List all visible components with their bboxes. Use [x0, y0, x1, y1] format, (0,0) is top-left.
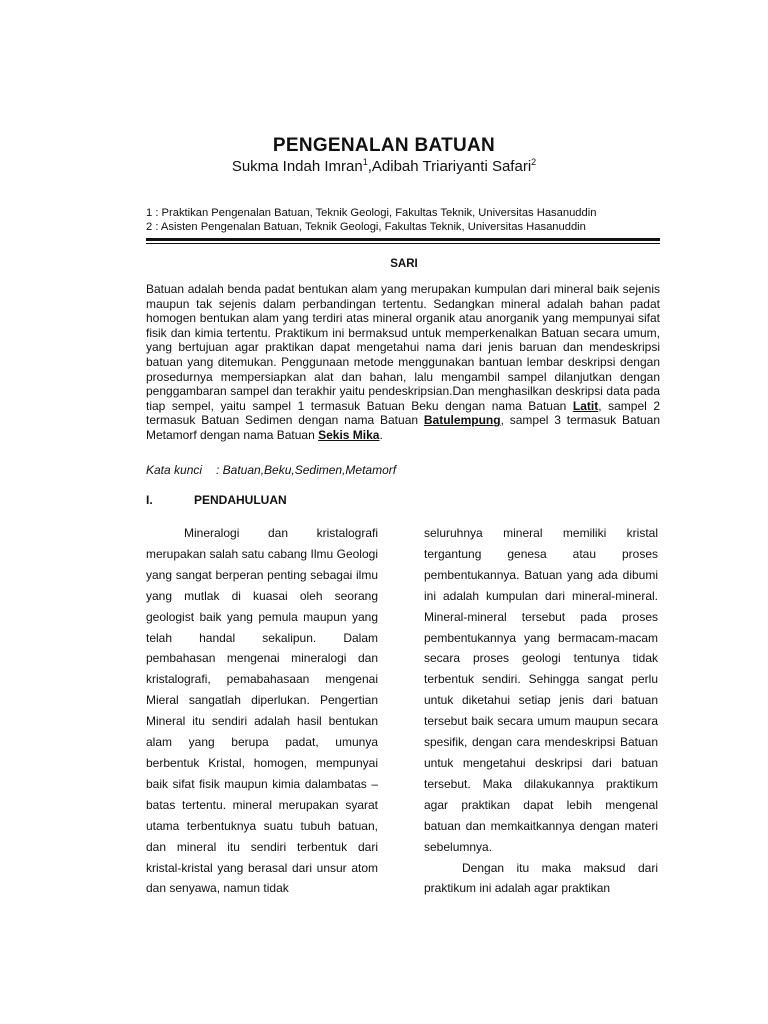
- rock-name-3: Sekis Mika: [318, 427, 380, 442]
- abstract-text: [146, 282, 660, 443]
- body-paragraph: seluruhnya mineral memiliki kristal tergantung genesa atau proses pembentukannya. Batuan yang ada dibumi ini adalah kumpulan dari mineral-mineral. Mineral-mineral tersebut pada proses pembentukannya yang bermacam-macam secara proses geologi tentunya tidak terbentuk sendiri. Sehingga sangat perlu untuk diketahui setiap jenis dari batuan tersebut baik secara umum maupun secara spesifik, dengan cara mendeskripsi Batuan untuk mengetahui deskripsi dari batuan tersebut. Maka dilakukannya praktikum agar praktikan dapat lebih mengenal batuan dan memkaitkannya dengan materi sebelumnya.: [424, 526, 658, 854]
- abstract-part-1: Batuan adalah benda padat bentukan alam yang merupakan kumpulan dari mineral baik sejenis maupun tak sejenis dalam perbandingan tertentu. Sedangkan mineral adalah bahan padat homogen bentukan alam yang terdiri atas mineral organik atau anorganik yang mempunyai sifat fisik dan kimia tertentu. Praktikum ini bermaksud untuk memperkenalkan Batuan secara umum, yang bertujuan agar praktikan dapat mengetahui nama dari jenis baruan dan mendeskripsi batuan yang ditemukan. Penggunaan metode menggunakan bantuan lembar deskripsi dengan prosedurnya mempersiapkan alat dan bahan, lalu mengambil sampel dilanjutkan dengan penggambaran sampel dan terakhir yaitu pendeskripsian.Dan menghasilkan deskripsi data pada tiap sempel, yaitu sampel 1 termasuk Batuan Beku dengan nama Batuan: [146, 282, 660, 413]
- keywords-label: Kata kunci: [146, 463, 203, 477]
- affiliation-1: 1 : Praktikan Pengenalan Batuan, Teknik Geologi, Fakultas Teknik, Universitas Hasanuddin: [146, 207, 597, 219]
- keywords-value: : Batuan,Beku,Sedimen,Metamorf: [216, 463, 397, 477]
- author-separator: ,: [367, 158, 372, 175]
- abstract-part-3: , sampel 3 termasuk Batuan Metamorf dengan nama Batuan: [146, 413, 660, 442]
- rock-name-2: Batulempung: [423, 413, 501, 428]
- author-1: Sukma Indah Imran: [231, 158, 363, 175]
- rock-name-1: Latit: [572, 398, 599, 413]
- affiliation-2: 2 : Asisten Pengenalan Batuan, Teknik Geologi, Fakultas Teknik, Universitas Hasanuddin: [146, 221, 586, 233]
- body-paragraph: Mineralogi dan kristalografi merupakan salah satu cabang Ilmu Geologi yang sangat berperan penting sebagai ilmu yang mutlak di kuasai oleh seorang geologist baik yang pemula maupun yang telah handal sekalipun. Dalam pembahasan mengenai mineralogi dan kristalografi, pemabahasaan mengenai Mieral sangatlah diperlukan. Pengertian Mineral itu sendiri adalah hasil bentukan alam yang berupa padat, umunya berbentuk Kristal, homogen, mempunyai baik sifat fisik maupun kimia dalambatas – batas tertentu. mineral merupakan syarat utama terbentuknya suatu tubuh batuan, dan mineral itu sendiri terbentuk dari kristal-kristal yang berasal dari unsur atom dan senyawa, namun tidak: [146, 526, 378, 896]
- section-title: PENDAHULUAN: [194, 493, 287, 507]
- keywords: [146, 463, 396, 477]
- header-divider-thick: [146, 238, 660, 241]
- paper-title: PENGENALAN BATUAN: [272, 135, 496, 156]
- author-list: [0, 157, 768, 175]
- header-divider-thin: [146, 243, 660, 244]
- author-1-affiliation-mark: 1: [362, 157, 368, 167]
- author-2: Adibah Triariyanti Safari: [371, 158, 532, 175]
- body-paragraph: Dengan itu maka maksud dari praktikum ini adalah agar praktikan: [424, 860, 658, 896]
- body-column-right: [424, 523, 658, 899]
- abstract-part-2: , sampel 2 termasuk Batuan Sedimen dengan nama Batuan: [146, 398, 660, 428]
- abstract-part-4: .: [379, 427, 383, 442]
- body-column-left: [146, 523, 378, 899]
- author-2-affiliation-mark: 2: [531, 157, 537, 167]
- section-heading: [146, 493, 287, 507]
- abstract-heading: SARI: [390, 258, 418, 270]
- section-number: I.: [146, 493, 153, 507]
